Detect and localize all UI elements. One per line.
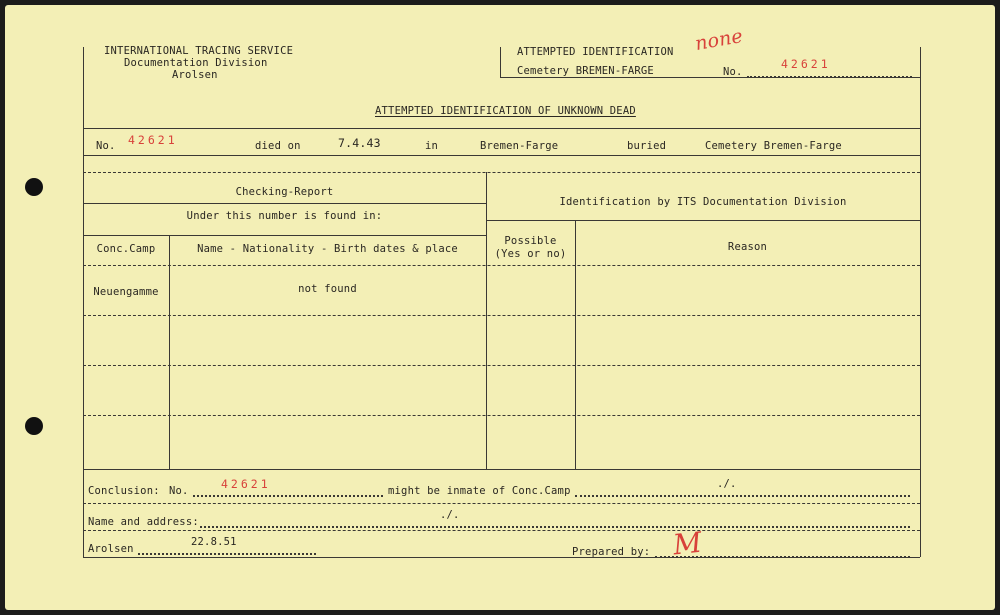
table-cell-name: not found <box>298 283 357 295</box>
place-value: Bremen-Farge <box>480 140 559 152</box>
died-value: 7.4.43 <box>338 136 381 150</box>
died-label: died on <box>255 140 301 152</box>
table-divider <box>169 235 170 469</box>
record-no-value: 42621 <box>128 133 178 147</box>
org-name: INTERNATIONAL TRACING SERVICE <box>104 45 294 57</box>
rule <box>83 265 920 266</box>
col-header-possible-hint: (Yes or no) <box>494 248 567 260</box>
in-label: in <box>425 140 439 152</box>
rule <box>83 315 920 316</box>
header-box-border <box>500 47 501 77</box>
record-no-label: No. <box>96 140 116 152</box>
name-address-dots <box>200 526 910 528</box>
rule <box>83 530 920 531</box>
table-divider <box>486 172 487 469</box>
form-border-left <box>83 47 84 557</box>
form-title: ATTEMPTED IDENTIFICATION OF UNKNOWN DEAD <box>375 105 636 117</box>
prepared-by-label: Prepared by: <box>572 546 651 558</box>
rule <box>83 503 920 504</box>
rule <box>83 415 920 416</box>
rule <box>83 557 920 558</box>
none-stamp: none <box>693 25 745 55</box>
org-city: Arolsen <box>172 69 218 81</box>
conclusion-no-value: 42621 <box>221 477 271 491</box>
buried-value: Cemetery Bremen-Farge <box>705 140 842 152</box>
header-no-label: No. <box>723 66 743 78</box>
org-division: Documentation Division <box>124 57 268 69</box>
index-card <box>5 5 995 610</box>
table-divider <box>575 220 576 469</box>
punch-hole <box>25 417 43 435</box>
rule <box>83 235 487 236</box>
rule <box>83 469 920 470</box>
header-cemetery: Cemetery BREMEN-FARGE <box>517 65 654 77</box>
header-no-dots <box>747 76 912 78</box>
checking-report-subtitle: Under this number is found in: <box>186 210 383 222</box>
buried-label: buried <box>627 140 667 152</box>
prepared-by-signature: M <box>671 525 704 562</box>
col-header-reason: Reason <box>727 241 768 253</box>
name-address-value: ./. <box>440 509 460 521</box>
form-border-right <box>920 47 921 557</box>
inmate-dots <box>575 495 910 497</box>
punch-hole <box>25 178 43 196</box>
footer-place: Arolsen <box>88 543 134 555</box>
rule <box>83 155 920 156</box>
inmate-value: ./. <box>717 478 737 490</box>
conclusion-label: Conclusion: <box>88 485 160 497</box>
inmate-label: might be inmate of Conc.Camp <box>388 485 571 497</box>
name-address-label: Name and address: <box>88 516 199 528</box>
col-header-camp: Conc.Camp <box>96 243 156 255</box>
rule <box>83 365 920 366</box>
identification-title: Identification by ITS Documentation Division <box>559 196 847 208</box>
rule <box>486 220 920 221</box>
checking-report-title: Checking-Report <box>235 186 334 198</box>
footer-date-dots <box>138 553 316 555</box>
ident-title: ATTEMPTED IDENTIFICATION <box>517 46 674 58</box>
conclusion-no-label: No. <box>169 485 189 497</box>
header-no-value: 42621 <box>781 57 831 71</box>
rule <box>83 172 920 173</box>
table-cell-camp: Neuengamme <box>93 286 159 298</box>
col-header-possible: Possible <box>504 235 557 247</box>
rule <box>83 128 920 129</box>
col-header-name: Name - Nationality - Birth dates & place <box>197 243 458 255</box>
rule <box>83 203 487 204</box>
footer-date: 22.8.51 <box>191 536 237 548</box>
conclusion-no-dots <box>193 495 383 497</box>
